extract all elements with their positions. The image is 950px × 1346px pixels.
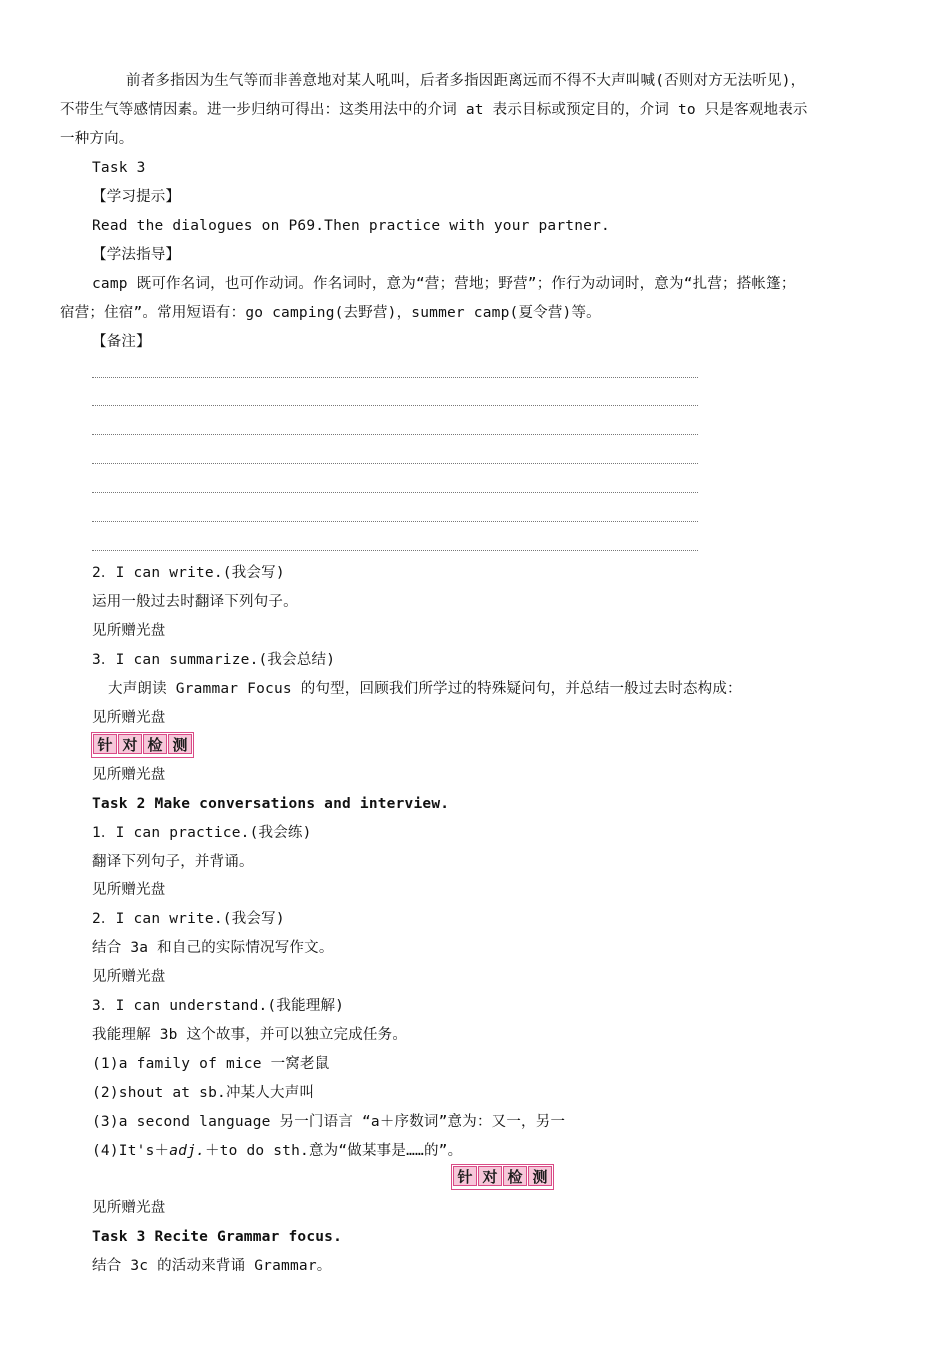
task3-recite-heading: Task 3 Recite Grammar focus. — [92, 1229, 343, 1245]
write-instruction: 运用一般过去时翻译下列句子。 — [92, 594, 298, 610]
write2-heading: 2．I can write.(我会写) — [92, 911, 285, 927]
task3-heading: Task 3 — [92, 160, 146, 176]
badge-char: 对 — [118, 734, 142, 754]
badge-char: 对 — [478, 1166, 502, 1186]
understand-instruction: 我能理解 3b 这个故事，并可以独立完成任务。 — [92, 1027, 408, 1043]
note-line — [92, 492, 698, 493]
task3-recite-instruction: 结合 3c 的活动来背诵 Grammar。 — [92, 1258, 332, 1274]
badge-char: 测 — [168, 734, 192, 754]
badge-char: 检 — [143, 734, 167, 754]
task2-heading: Task 2 Make conversations and interview. — [92, 796, 450, 812]
write-reference: 见所赠光盘 — [92, 623, 166, 639]
badge-reference: 见所赠光盘 — [92, 767, 166, 783]
vocab-item-4-adj: adj. — [169, 1143, 205, 1159]
note-line — [92, 434, 698, 435]
note-line — [92, 377, 698, 378]
intro-line-3: 一种方向。 — [60, 131, 134, 147]
practice-instruction: 翻译下列句子，并背诵。 — [92, 854, 254, 870]
summarize-heading: 3．I can summarize.(我会总结) — [92, 652, 336, 668]
summarize-reference: 见所赠光盘 — [92, 710, 166, 726]
vocab-item-3: (3)a second language 另一门语言 “a＋序数词”意为：又一，另一 — [92, 1114, 566, 1130]
vocab-item-1: (1)a family of mice 一窝老鼠 — [92, 1056, 330, 1072]
vocab-item-4 — [92, 1142, 462, 1160]
badge-reference: 见所赠光盘 — [92, 1200, 166, 1216]
note-line — [92, 550, 698, 551]
study-guide-line-1: camp 既可作名词，也可作动词。作名词时，意为“营；营地；野营”；作行为动词时，意为“扎营；搭帐篷； — [92, 276, 796, 292]
intro-line-1: 前者多指因为生气等而非善意地对某人吼叫，后者多指因距离远而不得不大声叫喊(否则对方无法听见)， — [126, 73, 806, 89]
practice-heading: 1．I can practice.(我会练) — [92, 825, 312, 841]
badge-char: 针 — [453, 1166, 477, 1186]
write2-reference: 见所赠光盘 — [92, 969, 166, 985]
understand-heading: 3．I can understand.(我能理解) — [92, 998, 345, 1014]
badge-char: 针 — [93, 734, 117, 754]
intro-line-2: 不带生气等感情因素。进一步归纳可得出：这类用法中的介词 at 表示目标或预定目的，介词 to 只是客观地表示 — [60, 102, 808, 118]
vocab-item-4-prefix: (4)It's＋ — [92, 1143, 170, 1159]
practice-reference: 见所赠光盘 — [92, 882, 166, 898]
targeted-test-badge — [91, 732, 194, 758]
write-heading: 2．I can write.(我会写) — [92, 565, 285, 581]
summarize-instruction: 大声朗读 Grammar Focus 的句型，回顾我们所学过的特殊疑问句，并总结一般过去时态构成： — [108, 681, 742, 697]
study-tip-label: 【学习提示】 — [92, 189, 181, 205]
study-guide-line-2: 宿营；住宿”。常用短语有：go camping(去野营)，summer camp(夏令营)等。 — [60, 305, 601, 321]
targeted-test-badge — [451, 1164, 554, 1190]
notes-label: 【备注】 — [92, 334, 151, 350]
vocab-item-2: (2)shout at sb.冲某人大声叫 — [92, 1085, 315, 1101]
study-guide-label: 【学法指导】 — [92, 247, 181, 263]
note-line — [92, 521, 698, 522]
note-line — [92, 463, 698, 464]
study-tip-text: Read the dialogues on P69.Then practice with your partner. — [92, 218, 610, 234]
badge-char: 测 — [528, 1166, 552, 1186]
write2-instruction: 结合 3a 和自己的实际情况写作文。 — [92, 940, 334, 956]
vocab-item-4-suffix: ＋to do sth.意为“做某事是……的”。 — [204, 1143, 463, 1159]
note-line — [92, 405, 698, 406]
badge-char: 检 — [503, 1166, 527, 1186]
